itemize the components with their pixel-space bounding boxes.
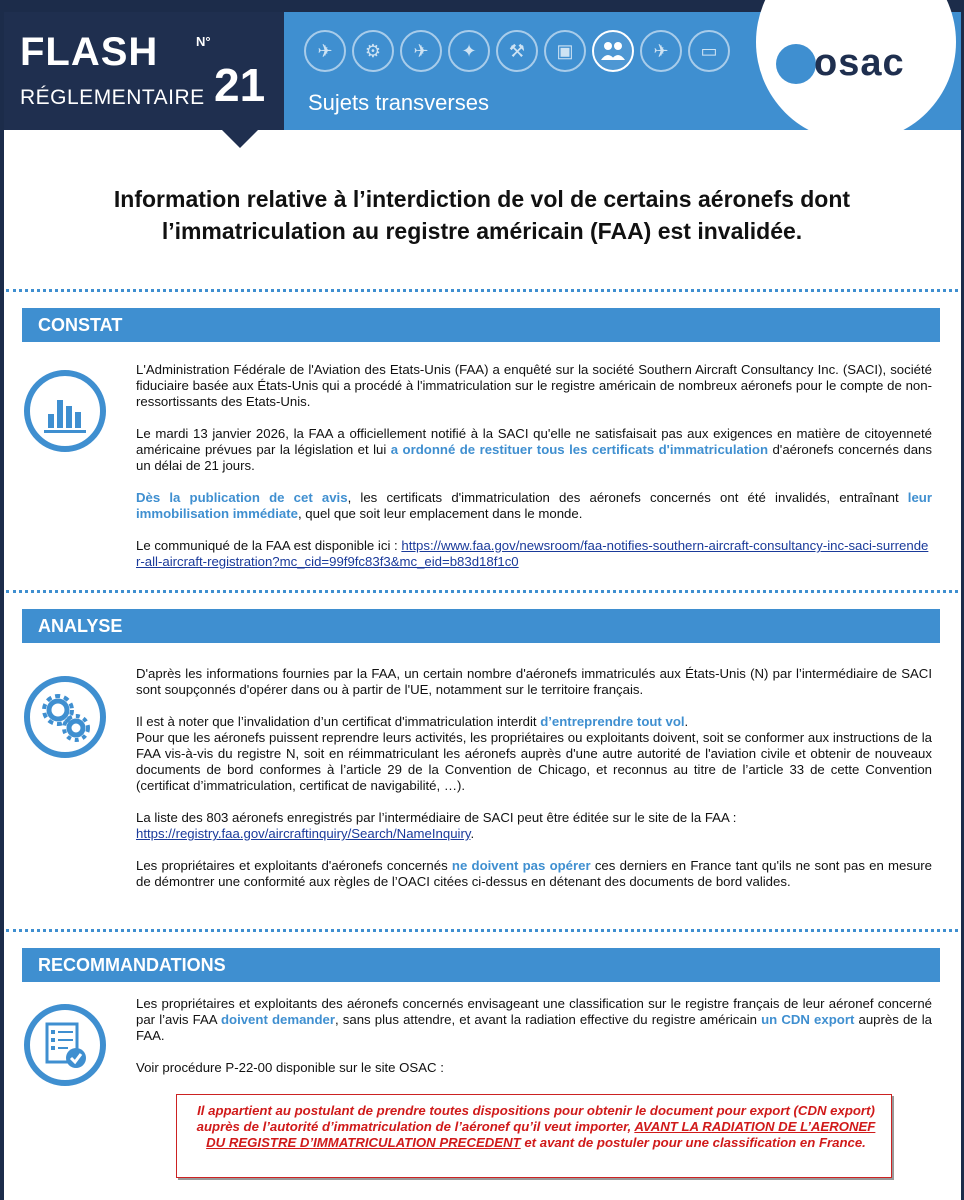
constat-body <box>136 362 932 570</box>
highlight: Dès la publication de cet avis <box>136 490 348 505</box>
recommandations-body <box>136 996 932 1076</box>
plane-icon: ✈ <box>304 30 346 72</box>
dotted-divider <box>6 289 958 292</box>
analyse-paragraph-1: D'après les informations fournies par la FAA, un certain nombre d'aéronefs immatriculés aux États-Unis (N) par l’intermédiaire de SACI sont soupçonnés d'opérer dans ou à partir de l'UE, notamment sur le territoire français. <box>136 666 932 697</box>
logo-dot <box>776 44 816 84</box>
text: auprès de la FAA. <box>136 1012 932 1043</box>
highlight: un CDN export <box>761 1012 855 1027</box>
recommandations-paragraph-2: Voir procédure P-22-00 disponible sur le site OSAC : <box>136 1060 444 1075</box>
analyse-paragraph-2 <box>136 714 932 730</box>
section-header-analyse <box>22 609 940 643</box>
section-header-recommandations <box>22 948 940 982</box>
balloon-icon: ▭ <box>688 30 730 72</box>
highlight: a ordonné de restituer tous les certificats d'immatriculation <box>390 442 769 457</box>
maintenance-icon: ⚒ <box>496 30 538 72</box>
text: . <box>684 714 689 729</box>
topic-icon-row <box>304 24 744 80</box>
text: , les certificats d'immatriculation des aéronefs concernés ont été invalidés, entraînant <box>347 490 908 505</box>
subject-label: Sujets transverses <box>308 90 489 115</box>
drone-icon: ✦ <box>448 30 490 72</box>
text: Les propriétaires et exploitants des aéronefs concernés envisageant une classification sur le registre français de leur aéronef concerné par l’avis FAA <box>136 996 932 1027</box>
highlight: d’entreprendre tout vol <box>540 714 685 729</box>
section-title: RECOMMANDATIONS <box>38 955 226 975</box>
text: , quel que soit leur emplacement dans le monde. <box>297 506 583 521</box>
analyse-body <box>136 666 932 890</box>
text: , sans plus attendre, et avant la radiation effective du registre américain <box>335 1012 762 1027</box>
analyse-paragraph-3: Pour que les aéronefs puissent reprendre leurs activités, les propriétaires ou exploitants doivent, soit se conformer aux instructions de la FAA vis-à-vis du registre N, soit en réimmatriculant les aéronefs auprès d'une autre autorité de l'aviation civile et obtenir de nouveaux documents de bord conformes à l’article 29 de la Convention de Chicago, et reconnus au titre de l’article 33 de cette Convention (certificat d’immatriculation, certificat de navigabilité, …). <box>136 730 932 793</box>
section-title: ANALYSE <box>38 616 123 636</box>
title-line-1: Information relative à l’interdiction de vol de certains aéronefs dont <box>113 186 851 212</box>
text: Il appartient au postulant de prendre toutes dispositions pour obtenir le document pour export (CDN export) auprès de l’autorité d’immatriculation de l’aéronef qu’il veut importer, <box>196 1103 875 1134</box>
text: et avant de postuler pour une classification en France. <box>520 1135 866 1150</box>
constat-paragraph-3 <box>136 490 932 522</box>
document-title <box>40 183 924 247</box>
osac-logo <box>776 40 936 90</box>
analyse-paragraph-4 <box>136 810 932 842</box>
flash-number: 21 <box>214 59 266 111</box>
analyse-paragraph-5 <box>136 858 932 890</box>
gears-icon <box>24 676 106 758</box>
warning-emphasis: AVANT LA RADIATION DE L’AERONEF DU REGISTRE D’IMMATRICULATION PRECEDENT <box>206 1119 876 1150</box>
badge-notch <box>222 130 258 148</box>
logo-text: osac <box>814 42 905 84</box>
recommandations-paragraph-1 <box>136 996 932 1044</box>
bar-chart-icon <box>24 370 106 452</box>
highlight: doivent demander <box>220 1012 335 1027</box>
section-header-constat <box>22 308 940 342</box>
airline-icon: ✈ <box>640 30 682 72</box>
text: La liste des 803 aéronefs enregistrés par l’intermédiaire de SACI peut être éditée sur le site de la FAA : <box>136 810 737 825</box>
faa-newsroom-link[interactable]: https://www.faa.gov/newsroom/faa-notifies-southern-aircraft-consultancy-inc-saci-surrender-all-aircraft-registration?mc_cid=99f9fc83f3&mc_eid=b83d18f1c0 <box>136 538 929 569</box>
people-icon <box>592 30 634 72</box>
section-title: CONSTAT <box>38 315 123 335</box>
dotted-divider <box>6 590 958 593</box>
faa-registry-link[interactable]: https://registry.faa.gov/aircraftinquiry/Search/NameInquiry <box>136 826 471 841</box>
flash-number-label: N° <box>196 34 211 49</box>
text: d'aéronefs concernés dans un délai de 21 jours. <box>136 442 932 473</box>
text: Il est à noter que l’invalidation d’un certificat d'immatriculation interdit <box>136 714 541 729</box>
flash-subtitle: RÉGLEMENTAIRE <box>20 86 205 109</box>
flash-badge <box>4 12 284 130</box>
constat-paragraph-4 <box>136 538 932 570</box>
text: . <box>470 826 475 841</box>
warning-text <box>186 1103 886 1151</box>
constat-paragraph-2 <box>136 426 932 474</box>
highlight: leur immobilisation immédiate <box>136 490 932 521</box>
constat-paragraph-1: L'Administration Fédérale de l'Aviation des Etats-Unis (FAA) a enquêté sur la société Southern Aircraft Consultancy Inc. (SACI), société fiduciaire basée aux États-Unis qui a procédé à l'immatriculation sur le registre américain de nombreux aéronefs pour le compte de non-ressortissants des Etats-Unis. <box>136 362 932 409</box>
text: Le mardi 13 janvier 2026, la FAA a officiellement notifié à la SACI qu'elle ne satisfaisait pas aux exigences en matière de citoyenneté américaine prévues par la législation et lui <box>136 426 932 457</box>
highlight: ne doivent pas opérer <box>451 858 591 873</box>
left-border <box>0 0 4 1200</box>
text: Le communiqué de la FAA est disponible ici : <box>136 538 402 553</box>
flash-word: FLASH <box>20 30 159 74</box>
dotted-divider <box>6 929 958 932</box>
text: Les propriétaires et exploitants d'aéronefs concernés <box>136 858 452 873</box>
text: ces derniers en France tant qu'ils ne sont pas en mesure de démontrer une conformité aux règles de l’OACI citées ci-dessus en détenant des documents de bord valides. <box>136 858 932 889</box>
training-icon: ▣ <box>544 30 586 72</box>
title-line-2: l’immatriculation au registre américain (FAA) est invalidée. <box>161 218 803 244</box>
checklist-icon <box>24 1004 106 1086</box>
glider-icon: ✈ <box>400 30 442 72</box>
factory-icon: ⚙ <box>352 30 394 72</box>
